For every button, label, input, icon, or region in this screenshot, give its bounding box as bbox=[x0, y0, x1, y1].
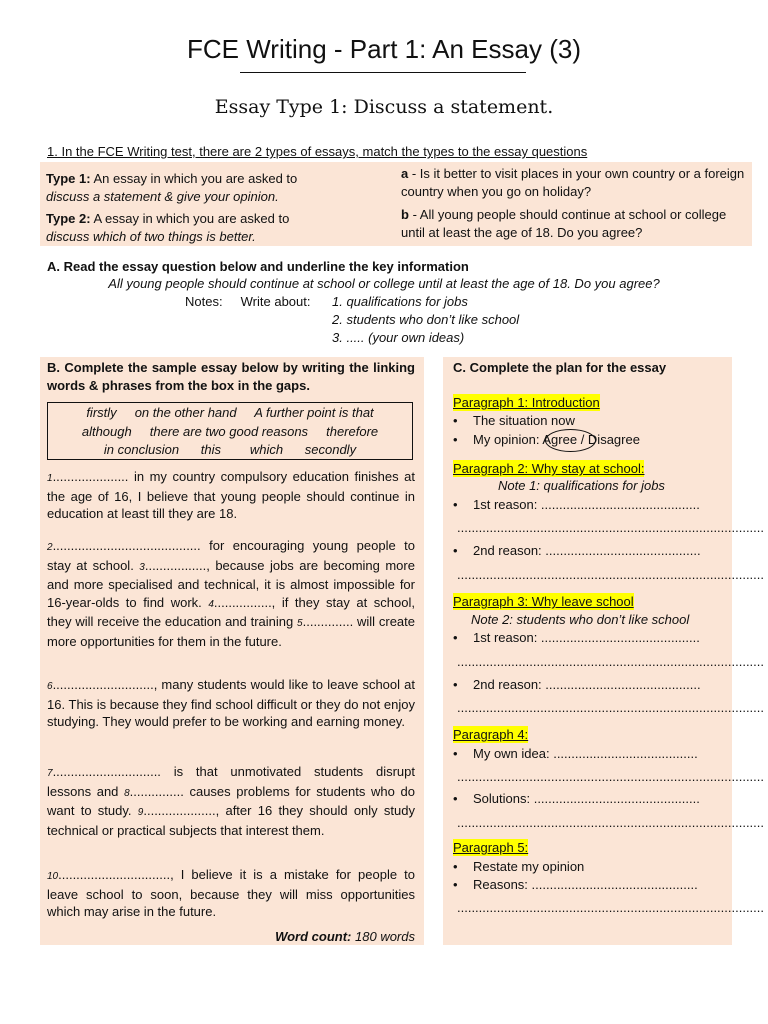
type-1-italic: discuss a statement & give your opinion. bbox=[46, 188, 279, 204]
word-count-value: 180 words bbox=[355, 929, 415, 944]
essay-paragraph-1 bbox=[47, 468, 415, 523]
essay-text: ................., because jobs are becoming more and more specialised and technical, it is almost impossible for 16-year-olds to find work. bbox=[47, 557, 415, 610]
bullet-icon: • bbox=[453, 746, 458, 761]
note-item: 2. students who don’t like school bbox=[332, 312, 520, 327]
type-2-text: A essay in which you are asked to bbox=[93, 211, 290, 226]
answer-a-label: a bbox=[401, 166, 409, 181]
plan-item-text: 1st reason: ............................................ bbox=[473, 497, 700, 512]
note-item: 1. qualifications for jobs bbox=[332, 294, 468, 309]
essay-paragraph-3 bbox=[47, 676, 415, 731]
paragraph-3-note: Note 2: students who don’t like school bbox=[471, 612, 690, 627]
section-b-title: B. Complete the sample essay below by writing the linking words & phrases from the box in the gaps. bbox=[47, 360, 415, 393]
essay-text: ............................, many students would like to leave school at 16. This is because they find school difficult or they do not enjoy studying. They would prefer to be working and earning money. bbox=[47, 677, 415, 729]
plan-item-text: 1st reason: ............................................ bbox=[473, 630, 700, 645]
write-about-label: Write about: bbox=[240, 294, 311, 309]
gap-number: 3 bbox=[139, 561, 145, 573]
question-1-text: 1. In the FCE Writing test, there are 2 types of essays, match the types to the essay questions bbox=[47, 144, 588, 159]
paragraph-5-heading: Paragraph 5: bbox=[453, 840, 529, 855]
type-2-label: Type 2: bbox=[46, 211, 91, 226]
answer-line: ..................................................................................... bbox=[457, 700, 765, 715]
plan-item bbox=[453, 676, 727, 694]
notes-label bbox=[185, 293, 311, 311]
plan-item bbox=[453, 542, 727, 560]
linking-words-box bbox=[47, 402, 413, 460]
gap-number: 8 bbox=[124, 787, 130, 799]
essay-text: .............. will create more opportunities for them in the future. bbox=[47, 614, 415, 649]
essay-paragraph-4 bbox=[47, 763, 415, 839]
gap-number: 7 bbox=[47, 768, 53, 779]
plan-item-text: Solutions: .............................................. bbox=[473, 791, 700, 806]
bullet-icon: • bbox=[453, 859, 458, 874]
plan-item bbox=[453, 496, 727, 514]
essay-text: ................, if they stay at school, they will receive the education and training bbox=[47, 594, 415, 629]
bullet-icon: • bbox=[453, 413, 458, 428]
paragraph-2-note: Note 1: qualifications for jobs bbox=[498, 478, 665, 493]
type-1 bbox=[46, 170, 336, 205]
note-item: 3. ..... (your own ideas) bbox=[332, 330, 465, 345]
plan-item bbox=[453, 790, 727, 808]
paragraph-4-heading: Paragraph 4: bbox=[453, 727, 529, 742]
paragraph-2-heading: Paragraph 2: Why stay at school: bbox=[453, 461, 645, 476]
essay-text: ..............................., I believe it is a mistake for people to leave school to soon, because they will miss opportunities which may arise in the future. bbox=[47, 867, 415, 919]
answer-line: ..................................................................................... bbox=[457, 815, 765, 830]
page-subtitle: Essay Type 1: Discuss a statement. bbox=[214, 96, 554, 118]
answer-line: ..................................................................................... bbox=[457, 769, 765, 784]
agree-circle-mark bbox=[545, 429, 596, 452]
bullet-icon: • bbox=[453, 877, 458, 892]
essay-text: ...................., after 16 they should only study technical or practical subjects that interest them. bbox=[47, 803, 416, 838]
essay-text: .............................. is that unmotivated students disrupt lessons and bbox=[47, 764, 415, 799]
gap-number: 1 bbox=[47, 473, 53, 484]
page-title: FCE Writing - Part 1: An Essay (3) bbox=[187, 34, 581, 64]
plan-item-text: My opinion: bbox=[473, 432, 543, 447]
essay-paragraph-5 bbox=[47, 866, 415, 921]
word-count bbox=[180, 928, 415, 945]
gap-number: 10 bbox=[47, 871, 59, 882]
bullet-icon: • bbox=[453, 630, 458, 645]
answer-line: ..................................................................................... bbox=[457, 900, 765, 915]
bullet-icon: • bbox=[453, 432, 458, 447]
essay-text: ............... causes problems for students who do want to study. bbox=[47, 783, 415, 818]
title-divider bbox=[240, 72, 526, 73]
plan-item-text: Reasons: .............................................. bbox=[473, 877, 698, 892]
word-count-label: Word count: bbox=[275, 929, 352, 944]
plan-item bbox=[453, 412, 727, 430]
bullet-icon: • bbox=[453, 791, 458, 806]
paragraph-3-heading: Paragraph 3: Why leave school bbox=[453, 594, 634, 609]
gap-number: 5 bbox=[297, 618, 303, 629]
plan-item-text: 2nd reason: ........................................... bbox=[473, 543, 701, 558]
notes-list bbox=[332, 293, 519, 347]
bullet-icon: • bbox=[453, 677, 458, 692]
essay-text: ..................... in my country compulsory education finishes at the age of 16, I believe that young people should continue in education at least till they are 18. bbox=[47, 469, 415, 521]
answer-line: ..................................................................................... bbox=[457, 520, 765, 535]
disagree-option: / Disagree bbox=[577, 432, 640, 447]
answer-line: ..................................................................................... bbox=[457, 654, 765, 669]
gap-number: 9 bbox=[137, 807, 144, 818]
plan-item-text: My own idea: ........................................ bbox=[473, 746, 698, 761]
gap-number: 2 bbox=[47, 542, 53, 553]
essay-paragraph-2 bbox=[47, 537, 415, 650]
gap-number: 6 bbox=[47, 681, 53, 692]
notes-heading: Notes: bbox=[185, 294, 223, 309]
plan-item-text: 2nd reason: ........................................... bbox=[473, 677, 701, 692]
type-1-text: An essay in which you are asked to bbox=[93, 171, 298, 186]
essay-text: ......................................... for encouraging young people to stay at school. bbox=[47, 538, 415, 573]
gap-number: 4 bbox=[208, 598, 214, 610]
agree-option: Agree bbox=[542, 432, 578, 447]
type-1-label: Type 1: bbox=[46, 171, 91, 186]
word-box-line: in conclusion this which secondly bbox=[103, 442, 357, 457]
type-2 bbox=[46, 210, 336, 245]
answer-b bbox=[401, 206, 746, 241]
answer-a bbox=[401, 165, 746, 200]
bullet-icon: • bbox=[453, 543, 458, 558]
word-box-line: firstly on the other hand A further point is that bbox=[86, 405, 374, 420]
bullet-icon: • bbox=[453, 497, 458, 512]
paragraph-1-heading: Paragraph 1: Introduction bbox=[453, 395, 600, 410]
plan-item bbox=[453, 629, 727, 647]
section-a-title: A. Read the essay question below and underline the key information bbox=[47, 259, 469, 274]
plan-item bbox=[453, 858, 727, 876]
section-c-title: C. Complete the plan for the essay bbox=[453, 360, 667, 375]
essay-types-box bbox=[40, 162, 752, 246]
plan-item bbox=[453, 876, 727, 894]
type-2-italic: discuss which of two things is better. bbox=[46, 228, 256, 244]
answer-b-label: b bbox=[401, 207, 409, 222]
plan-item-text: Restate my opinion bbox=[473, 859, 585, 874]
answer-b-text: - All young people should continue at school or college until at least the age of 18. Do you agree? bbox=[401, 207, 727, 240]
word-box-line: although there are two good reasons therefore bbox=[81, 423, 379, 439]
answer-a-text: - Is it better to visit places in your own country or a foreign country when you go on holiday? bbox=[401, 166, 745, 199]
plan-item-text: The situation now bbox=[473, 413, 575, 428]
answer-line: ..................................................................................... bbox=[457, 567, 765, 582]
section-a-question: All young people should continue at school or college until at least the age of 18. Do you agree? bbox=[108, 276, 660, 291]
plan-item bbox=[453, 745, 727, 763]
